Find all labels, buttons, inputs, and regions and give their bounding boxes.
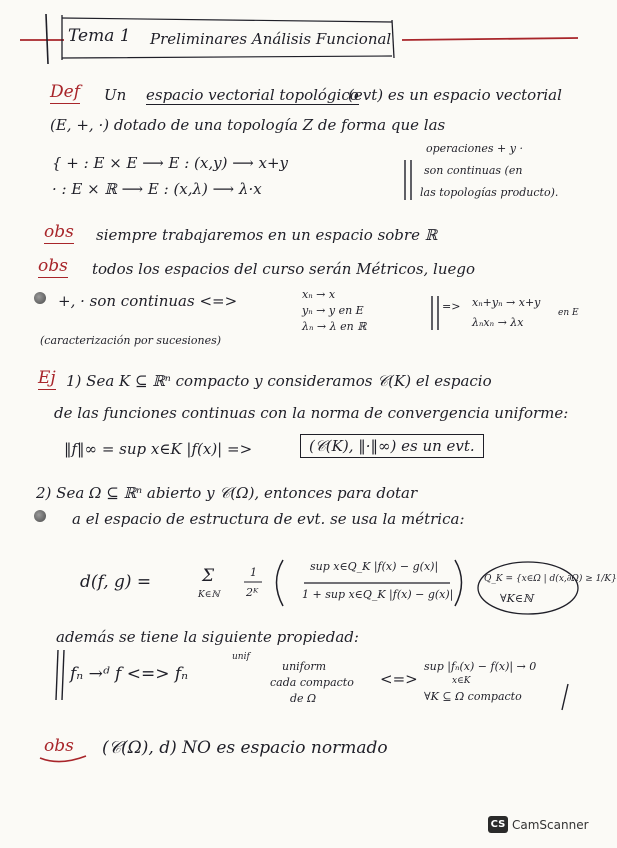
def-side-2: son continuas (en [424,164,523,177]
ej-label: Ej [38,368,56,388]
camscanner-logo [488,816,589,833]
metric-denominator: 1 + sup x∈Q_K |f(x) − g(x)| [302,588,454,601]
obs1-text: siempre trabajaremos en un espacio sobre ℝ [96,226,438,244]
obs3-label: obs [44,736,74,756]
tema-label: Tema 1 [68,26,131,46]
def-line1-b: (evt) es un espacio vectorial [348,86,562,104]
prop-rhs-sub: x∈K [452,676,471,686]
ej1-line1: 1) Sea K ⊆ ℝⁿ compacto y consideramos 𝒞(K) el espacio [66,372,492,390]
ej1-boxed-result: (𝒞(K), ‖·‖∞) es un evt. [300,434,484,458]
prop-intro: además se tiene la siguiente propiedad: [56,628,359,646]
prop-rhs-1: sup |fₙ(x) − f(x)| → 0 [424,660,537,673]
metric-lhs: d(f, g) = [80,572,152,592]
obs1-label: obs [44,222,74,242]
prop-unif-1: uniform [282,660,327,673]
metric-sum: Σ [202,566,215,586]
camscanner-text: CamScanner [512,817,589,832]
obs2-label: obs [38,256,68,276]
camscanner-icon: CS [488,816,508,833]
bullet-dot-2 [34,510,46,522]
prop-unif-2: cada compacto [270,676,354,689]
ej2-line1: 2) Sea Ω ⊆ ℝⁿ abierto y 𝒞(Ω), entonces para dotar [36,484,418,502]
def-term: espacio vectorial topológico [146,86,359,104]
cont-result-mul: λₙxₙ → λx [472,316,524,329]
def-side-3: las topologías producto). [420,186,559,199]
obs2-text: todos los espacios del curso serán Métricos, luego [92,260,476,278]
qk-definition: Q_K = {x∈Ω | d(x,∂Ω) ≥ 1/K} [484,574,617,584]
obs3-text: (𝒞(Ω), d) NO es espacio normado [102,738,388,758]
metric-frac-den: 2ᴷ [246,586,259,599]
def-label: Def [50,82,80,102]
ej2-line2: a el espacio de estructura de evt. se usa la métrica: [72,510,465,528]
metric-sum-index: K∈ℕ [198,590,220,600]
def-line2: (E, +, ·) dotado de una topología Z de forma que las [50,116,446,134]
def-line1-a: Un [104,86,127,104]
cont-seq-y: yₙ → y en E [302,304,364,317]
cont-note: (caracterización por sucesiones) [40,334,222,347]
bullet-dot-1 [34,292,46,304]
cont-result-space: en E [558,308,579,318]
def-op-sum: { + : E × E ⟶ E : (x,y) ⟶ x+y [52,154,289,172]
def-side-1: operaciones + y · [426,142,523,155]
qk-forall: ∀K∈ℕ [500,592,534,605]
cont-seq-lambda: λₙ → λ en ℝ [302,320,367,333]
prop-unif-3: de Ω [290,692,317,705]
cont-seq-x: xₙ → x [302,288,336,301]
prop-iff: <=> [380,670,418,688]
prop-rhs-2: ∀K ⊆ Ω compacto [424,690,522,703]
prop-lhs: fₙ →ᵈ f <=> fₙ [70,664,189,684]
metric-numerator: sup x∈Q_K |f(x) − g(x)| [310,560,439,573]
cont-lhs: +, · son continuas <=> [58,292,238,310]
cont-result-sum: xₙ+yₙ → x+y [472,296,541,309]
ej1-line2: de las funciones continuas con la norma de convergencia uniforme: [54,404,569,422]
ej1-norm: ‖f‖∞ = sup x∈K |f(x)| => [64,440,253,458]
page-title: Preliminares Análisis Funcional [150,30,392,48]
cont-arrow: => [442,300,461,313]
prop-unif-over: unif [232,652,250,662]
def-op-mul: · : E × ℝ ⟶ E : (x,λ) ⟶ λ·x [52,180,262,198]
metric-frac-num: 1 [250,566,257,579]
